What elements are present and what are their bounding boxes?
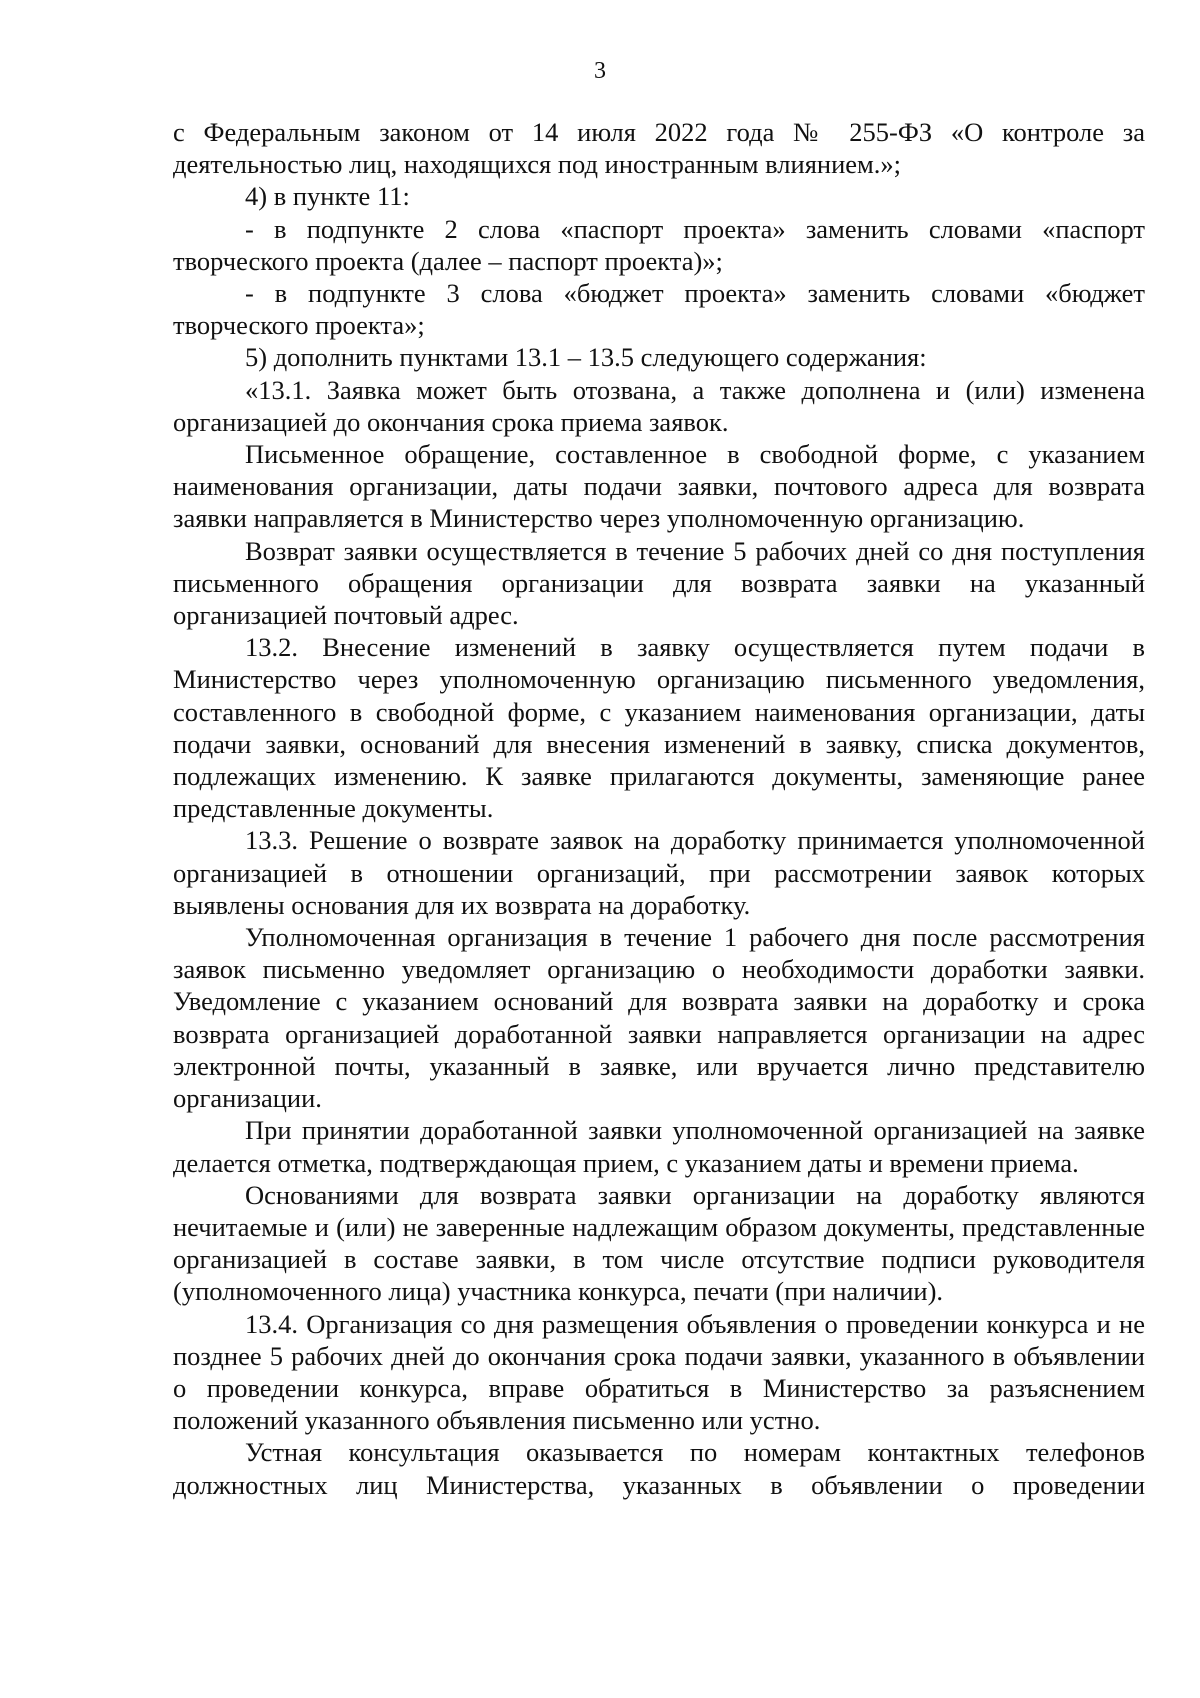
page-number: 3 [594, 58, 606, 84]
paragraph: «13.1. Заявка может быть отозвана, а также дополнена и (или) изменена организацией до окончания срока приема заявок. [173, 374, 1145, 437]
paragraph: с Федеральным законом от 14 июля 2022 года № 255-ФЗ «О контроле за деятельностью лиц, находящихся под иностранным влиянием.»; [173, 117, 1145, 180]
paragraph: Возврат заявки осуществляется в течение 5 рабочих дней со дня поступления письменного обращения организации для возврата заявки на указанный организацией почтовый адрес. [173, 535, 1145, 631]
paragraph: При принятии доработанной заявки уполномоченной организацией на заявке делается отметка, подтверждающая прием, с указанием даты и времени приема. [173, 1115, 1145, 1178]
paragraph: Письменное обращение, составленное в свободной форме, с указанием наименования организации, даты подачи заявки, почтового адреса для возврата заявки направляется в Министерство через уполномоченную организацию. [173, 439, 1145, 534]
paragraph: 13.3. Решение о возврате заявок на доработку принимается уполномоченной организацией в отношении организаций, при рассмотрении заявок которых выявлены основания для их возврата на доработку. [173, 825, 1145, 920]
paragraph: - в подпункте 3 слова «бюджет проекта» заменить словами «бюджет творческого проекта»; [173, 278, 1145, 341]
paragraph: Устная консультация оказывается по номерам контактных телефонов должностных лиц Министерства, указанных в объявлении о проведении [173, 1437, 1145, 1500]
paragraph: 13.4. Организация со дня размещения объявления о проведении конкурса и не позднее 5 рабочих дней до окончания срока подачи заявки, указанного в объявлении о проведении конкурса, вправе обратиться в Министерство за разъяснением положений указанного объявления письменно или устно. [173, 1308, 1145, 1436]
paragraph: 4) в пункте 11: [245, 181, 410, 212]
paragraph: 5) дополнить пунктами 13.1 – 13.5 следующего содержания: [245, 342, 927, 373]
paragraph: Основаниями для возврата заявки организации на доработку являются нечитаемые и (или) не заверенные надлежащим образом документы, представленные организацией в составе заявки, в том числе отсутствие подписи руководителя (уполномоченного лица) участника конкурса, печати (при наличии). [173, 1179, 1145, 1307]
paragraph: Уполномоченная организация в течение 1 рабочего дня после рассмотрения заявок письменно уведомляет организацию о необходимости доработки заявки. Уведомление с указанием оснований для возврата заявки на доработку и срока возврата организацией доработанной заявки направляется организации на адрес электронной почты, указанный в заявке, или вручается лично представителю организации. [173, 922, 1145, 1114]
paragraph: 13.2. Внесение изменений в заявку осуществляется путем подачи в Министерство через уполномоченную организацию письменного уведомления, составленного в свободной форме, с указанием наименования организации, даты подачи заявки, оснований для внесения изменений в заявку, списка документов, подлежащих изменению. К заявке прилагаются документы, заменяющие ранее представленные документы. [173, 632, 1145, 824]
paragraph: - в подпункте 2 слова «паспорт проекта» заменить словами «паспорт творческого проекта (далее – паспорт проекта)»; [173, 213, 1145, 276]
document-body [173, 116, 1145, 1501]
